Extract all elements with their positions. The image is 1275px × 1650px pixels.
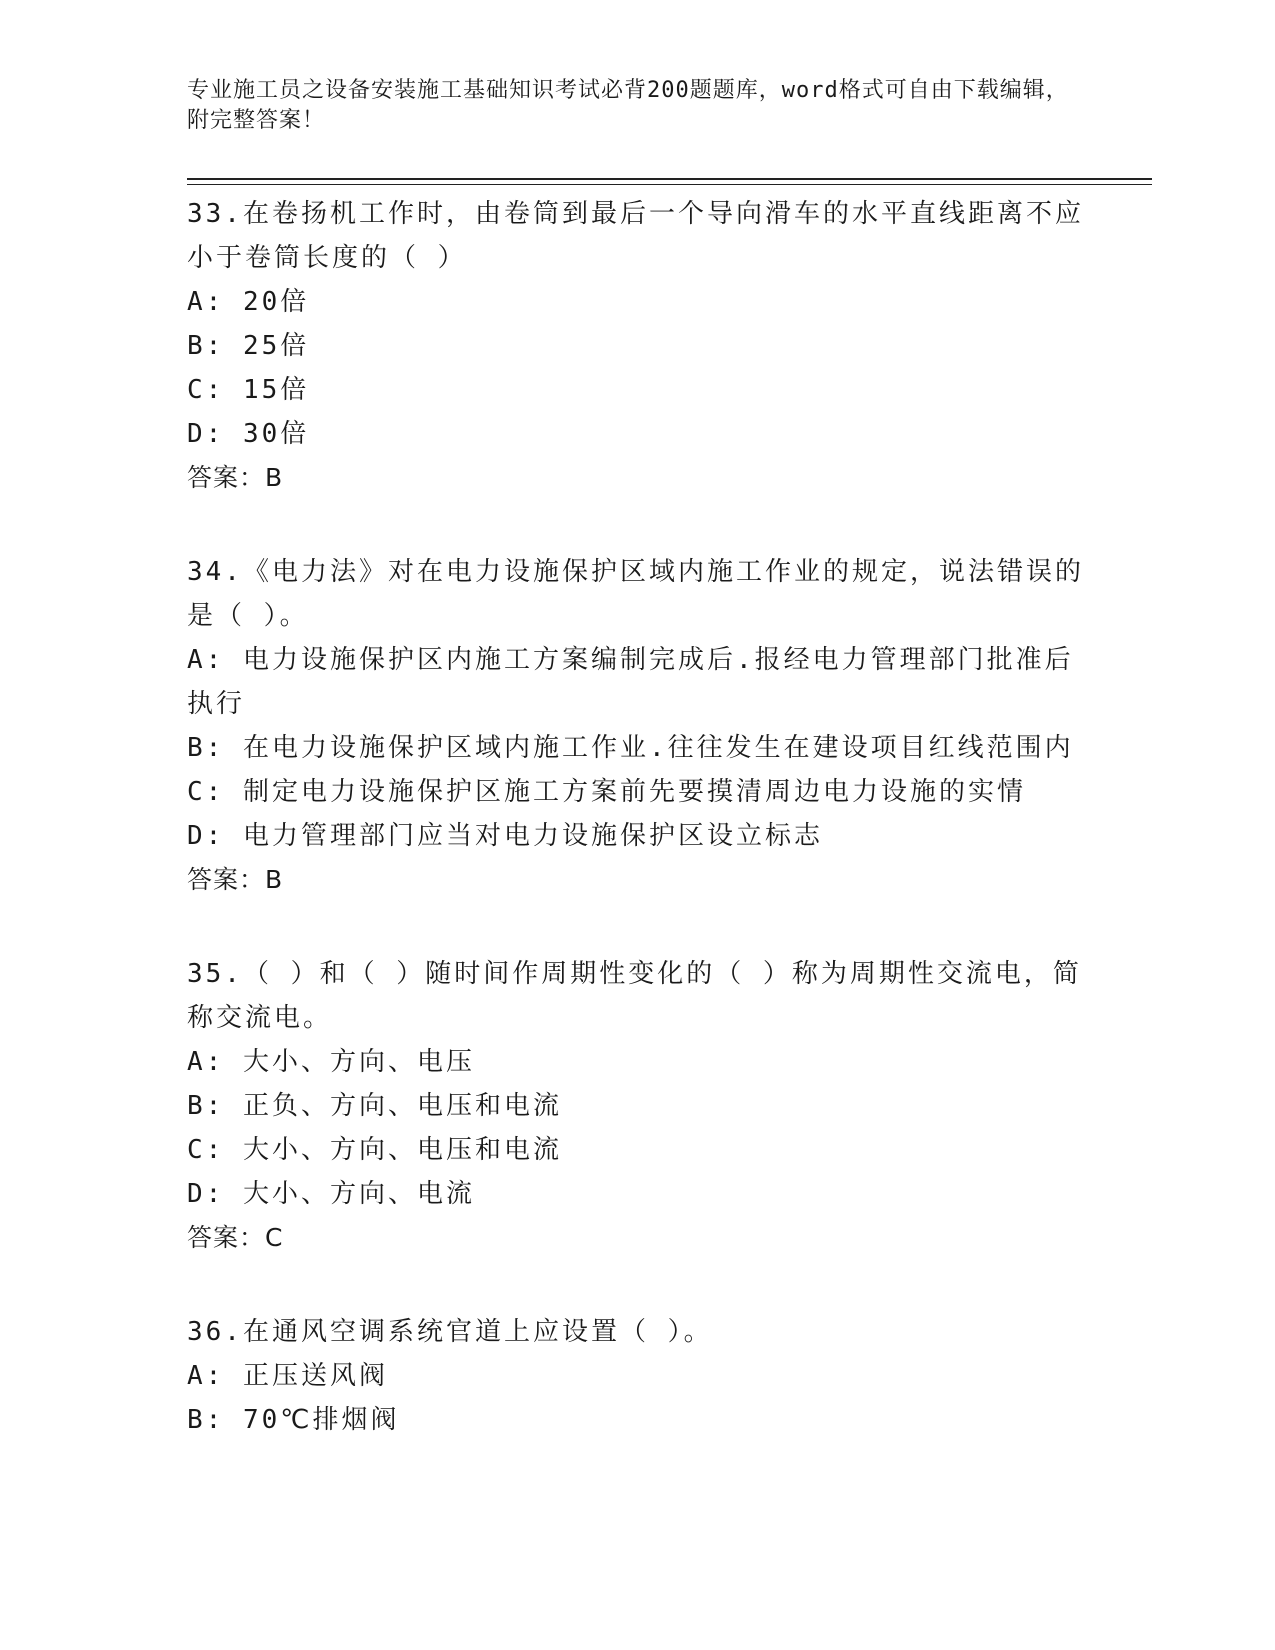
answer-label: 答案：B [187,865,284,894]
option-a: A: 大小、方向、电压 [187,1047,475,1077]
option-a: A: 电力设施保护区内施工方案编制完成后.报经电力管理部门批准后执行 [187,645,1074,719]
option-b: B: 正负、方向、电压和电流 [187,1091,562,1121]
option-c: C: 大小、方向、电压和电流 [187,1135,562,1165]
header-divider-thick [187,178,1152,180]
answer-label: 答案：B [187,463,284,492]
option-c: C: 制定电力设施保护区施工方案前先要摸清周边电力设施的实情 [187,777,1026,807]
question-text: 34.《电力法》对在电力设施保护区域内施工作业的规定，说法错误的是（ ）。 [187,557,1084,631]
option-b: B: 在电力设施保护区域内施工作业.往往发生在建设项目红线范围内 [187,733,1074,763]
question-33 [187,192,1087,500]
header-divider-thin [187,184,1152,185]
question-text: 33.在卷扬机工作时，由卷筒到最后一个导向滑车的水平直线距离不应小于卷筒长度的（ ） [187,199,1084,273]
option-d: D: 电力管理部门应当对电力设施保护区设立标志 [187,821,823,851]
question-text: 35.（ ）和（ ）随时间作周期性变化的（ ）称为周期性交流电，简称交流电。 [187,959,1082,1033]
option-d: D: 大小、方向、电流 [187,1179,475,1209]
option-d: D: 30倍 [187,419,310,449]
document-header [187,76,1087,136]
question-36 [187,1310,1087,1442]
option-a: A: 正压送风阀 [187,1361,388,1391]
option-b: B: 70℃排烟阀 [187,1405,400,1435]
document-title: 专业施工员之设备安装施工基础知识考试必背200题题库，word格式可自由下载编辑，附完整答案！ [187,78,1069,133]
question-35 [187,952,1087,1260]
question-34 [187,550,1087,902]
option-a: A: 20倍 [187,287,310,317]
answer-label: 答案：C [187,1223,284,1252]
option-b: B: 25倍 [187,331,310,361]
option-c: C: 15倍 [187,375,310,405]
question-text: 36.在通风空调系统官道上应设置（ ）。 [187,1317,713,1347]
question-list [187,192,1087,1492]
